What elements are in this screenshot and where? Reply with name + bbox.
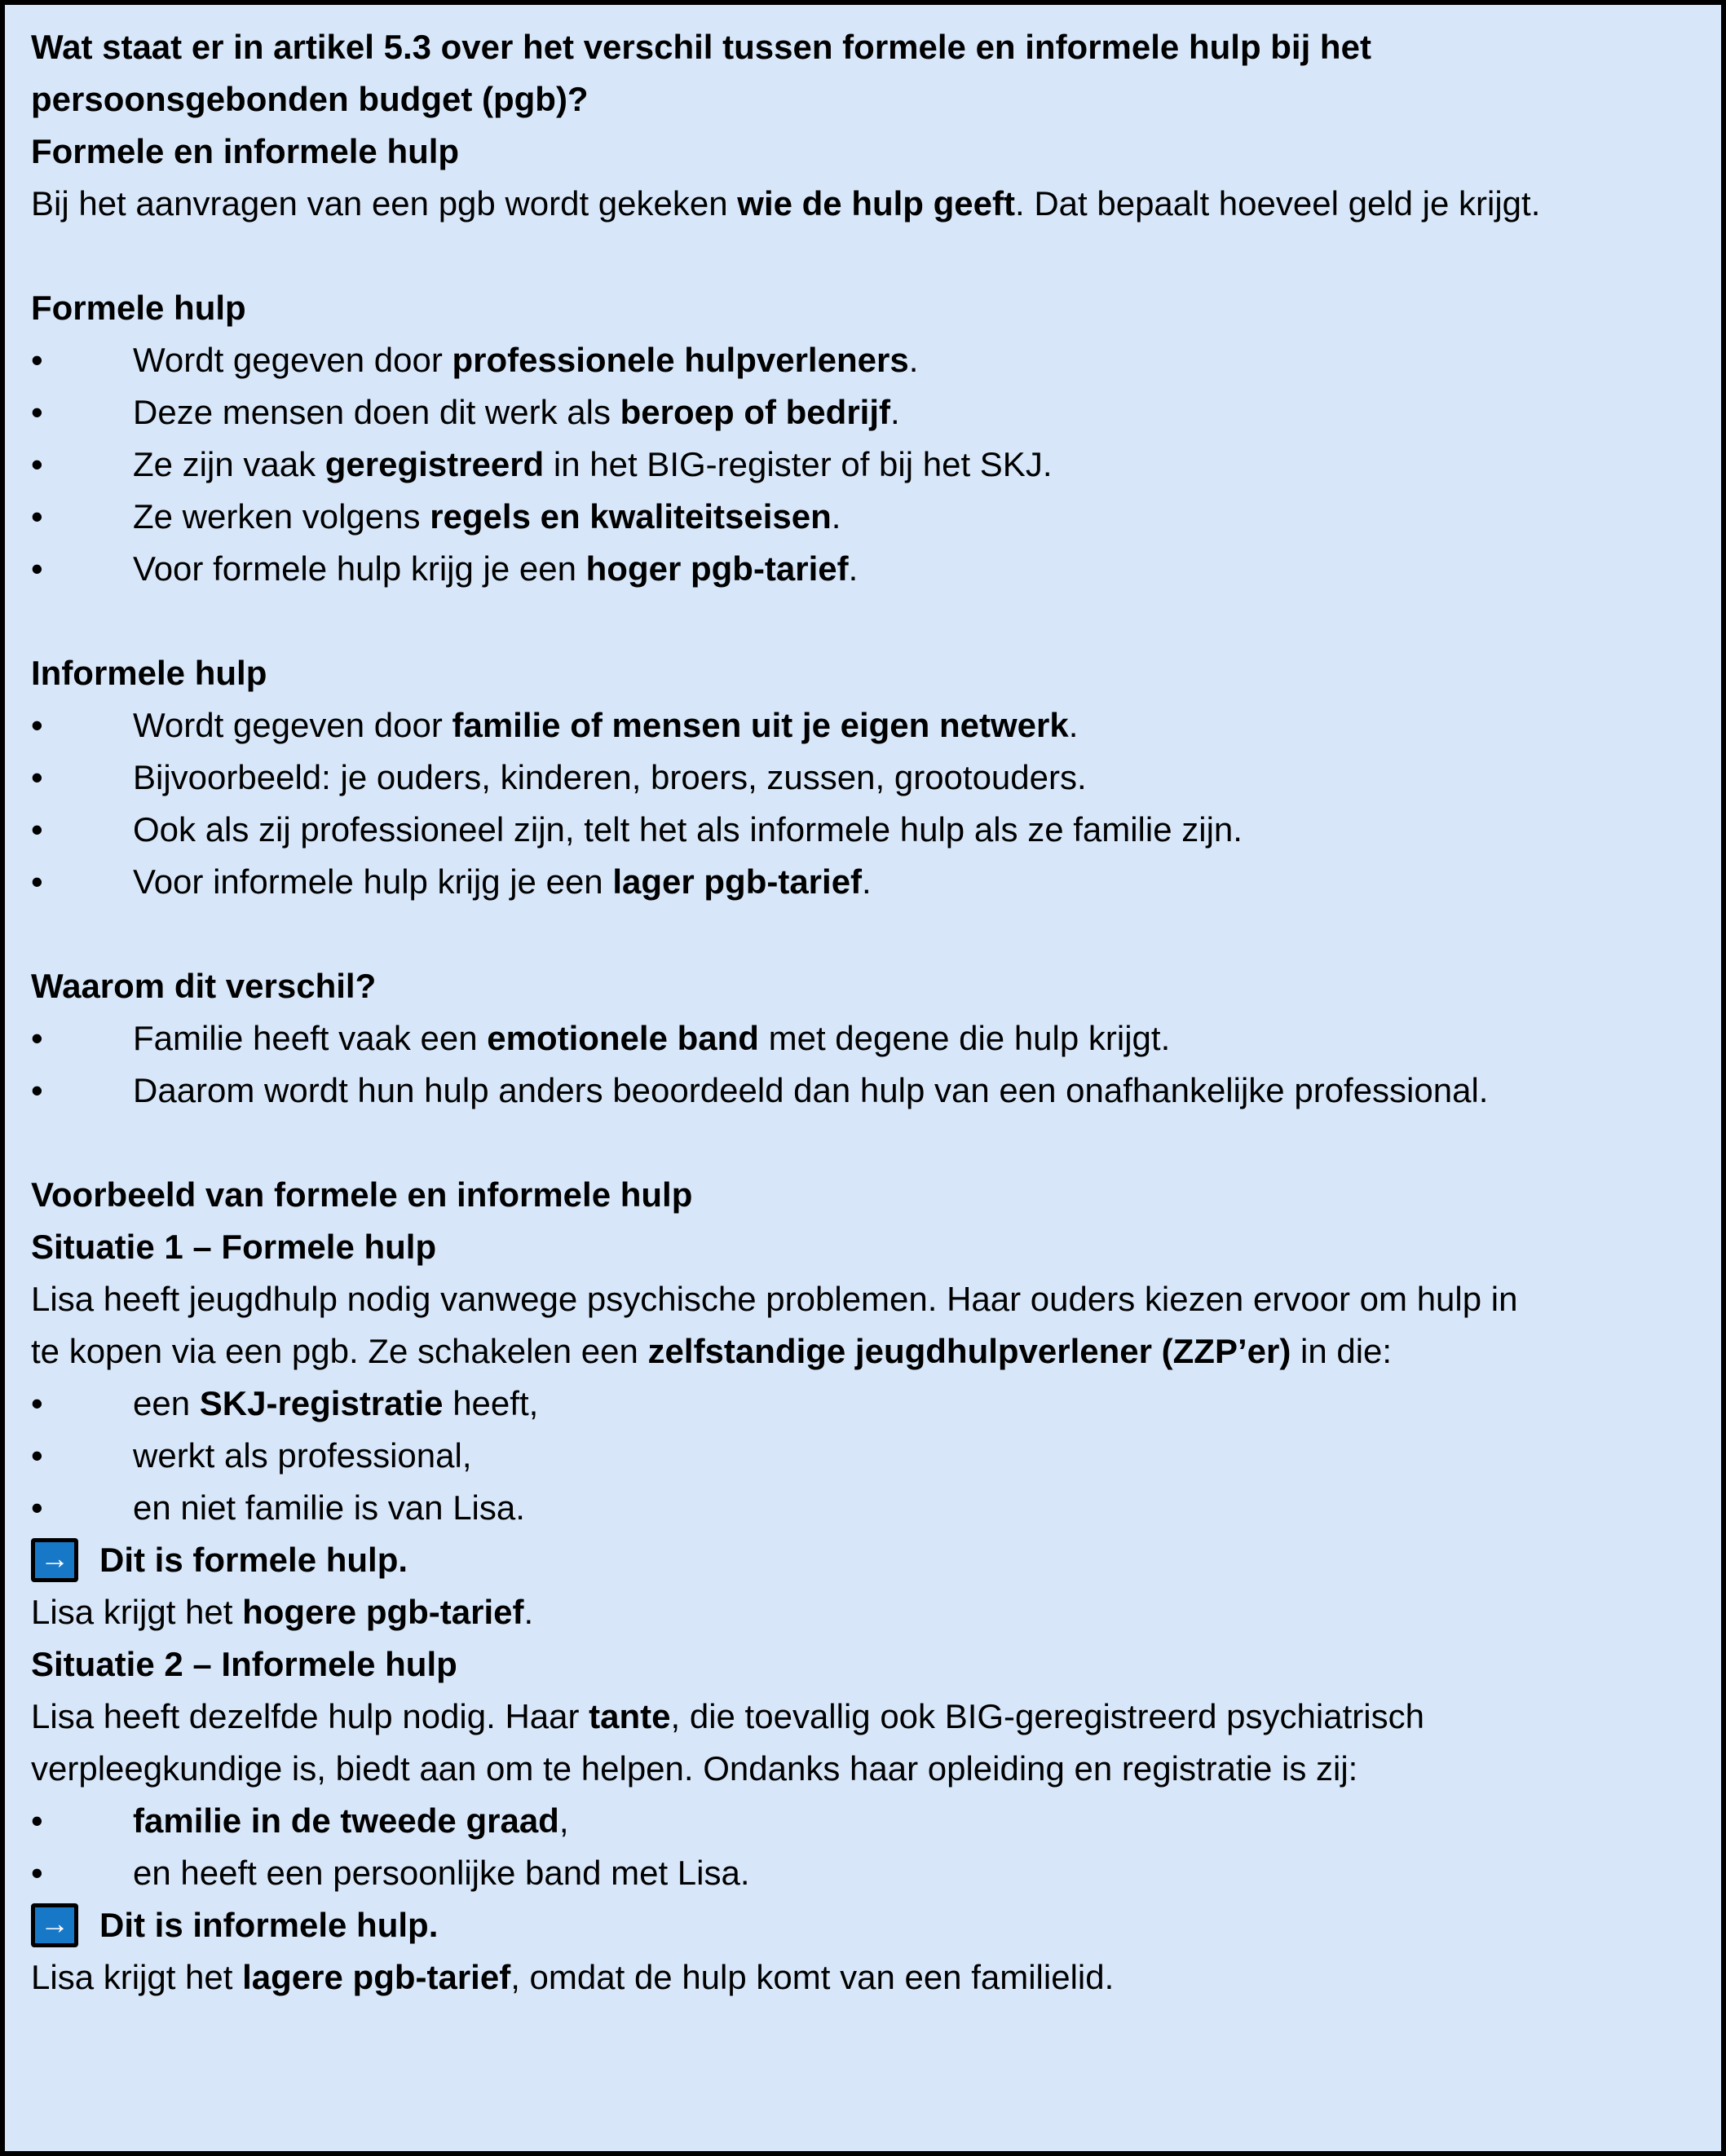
heading-informele-hulp: Informele hulp [31,654,267,692]
bullet-dot: • [31,445,43,483]
bullet-dot: • [31,1436,43,1475]
blank-line [31,1117,1700,1169]
question-title-line-1: Wat staat er in artikel 5.3 over het verschil tussen formele en informele hulp bij het [31,28,1371,66]
bullet-dot: • [31,1384,43,1422]
bullet-informele-hulp-4: • Voor informele hulp krijg je een lager pgb-tarief. [31,856,1700,908]
situatie-2-conclusion: Lisa krijgt het lagere pgb-tarief, omdat de hulp komt van een familielid. [31,1958,1115,1996]
blank-line [31,908,1700,960]
bullet-waarom-1: • Familie heeft vaak een emotionele band met degene die hulp krijgt. [31,1012,1700,1065]
bullet-formele-hulp-1: • Wordt gegeven door professionele hulpverleners. [31,334,1700,386]
bullet-dot: • [31,393,43,431]
bullet-dot: • [31,1801,43,1840]
intro-line: Bij het aanvragen van een pgb wordt gekeken wie de hulp geeft. Dat bepaalt hoeveel geld je krijgt. [31,184,1541,223]
bullet-formele-hulp-4: • Ze werken volgens regels en kwaliteitseisen. [31,491,1700,543]
bullet-situatie-1-1: • een SKJ-registratie heeft, [31,1378,1700,1430]
blank-line [31,595,1700,647]
bullet-dot: • [31,706,43,744]
bullet-dot: • [31,497,43,536]
situatie-1-conclusion: Lisa krijgt het hogere pgb-tarief. [31,1593,534,1631]
bullet-dot: • [31,1019,43,1057]
bullet-situatie-1-2: • werkt als professional, [31,1430,1700,1482]
callout-formele-hulp: → Dit is formele hulp. [31,1534,1700,1586]
blank-line [31,230,1700,282]
bullet-formele-hulp-2: • Deze mensen doen dit werk als beroep of bedrijf. [31,386,1700,439]
callout-informele-hulp: → Dit is informele hulp. [31,1899,1700,1951]
situatie-1-paragraph-line-2: te kopen via een pgb. Ze schakelen een zelfstandige jeugdhulpverlener (ZZP’er) in die: [31,1332,1393,1370]
heading-formele-en-informele-hulp: Formele en informele hulp [31,132,460,170]
bullet-formele-hulp-5: • Voor formele hulp krijg je een hoger pgb-tarief. [31,543,1700,595]
heading-formele-hulp: Formele hulp [31,289,246,327]
heading-waarom-dit-verschil: Waarom dit verschil? [31,967,377,1005]
bullet-dot: • [31,1854,43,1892]
arrow-icon: → [31,1538,78,1582]
bullet-situatie-2-2: • en heeft een persoonlijke band met Lisa. [31,1847,1700,1899]
bullet-dot: • [31,810,43,849]
question-title-line-2: persoonsgebonden budget (pgb)? [31,80,589,118]
bullet-dot: • [31,1488,43,1527]
heading-voorbeeld: Voorbeeld van formele en informele hulp [31,1175,693,1214]
bullet-waarom-2: • Daarom wordt hun hulp anders beoordeeld dan hulp van een onafhankelijke professional. [31,1065,1700,1117]
bullet-situatie-1-3: • en niet familie is van Lisa. [31,1482,1700,1534]
situatie-1-paragraph-line-1: Lisa heeft jeugdhulp nodig vanwege psychische problemen. Haar ouders kiezen ervoor om hulp in [31,1280,1518,1318]
bullet-situatie-2-1: • familie in de tweede graad, [31,1795,1700,1847]
bullet-formele-hulp-3: • Ze zijn vaak geregistreerd in het BIG-register of bij het SKJ. [31,439,1700,491]
bullet-dot: • [31,1071,43,1109]
bullet-informele-hulp-3: • Ook als zij professioneel zijn, telt het als informele hulp als ze familie zijn. [31,804,1700,856]
situatie-2-paragraph-line-2: verpleegkundige is, biedt aan om te helpen. Ondanks haar opleiding en registratie is zij: [31,1749,1358,1788]
bullet-dot: • [31,862,43,901]
heading-situatie-2: Situatie 2 – Informele hulp [31,1645,457,1683]
bullet-dot: • [31,549,43,588]
heading-situatie-1: Situatie 1 – Formele hulp [31,1228,437,1266]
bullet-dot: • [31,758,43,796]
situatie-2-paragraph-line-1: Lisa heeft dezelfde hulp nodig. Haar tante, die toevallig ook BIG-geregistreerd psychiatrisch [31,1697,1424,1735]
arrow-icon: → [31,1903,78,1947]
bullet-informele-hulp-1: • Wordt gegeven door familie of mensen uit je eigen netwerk. [31,699,1700,752]
bullet-informele-hulp-2: • Bijvoorbeeld: je ouders, kinderen, broers, zussen, grootouders. [31,752,1700,804]
bullet-dot: • [31,341,43,379]
